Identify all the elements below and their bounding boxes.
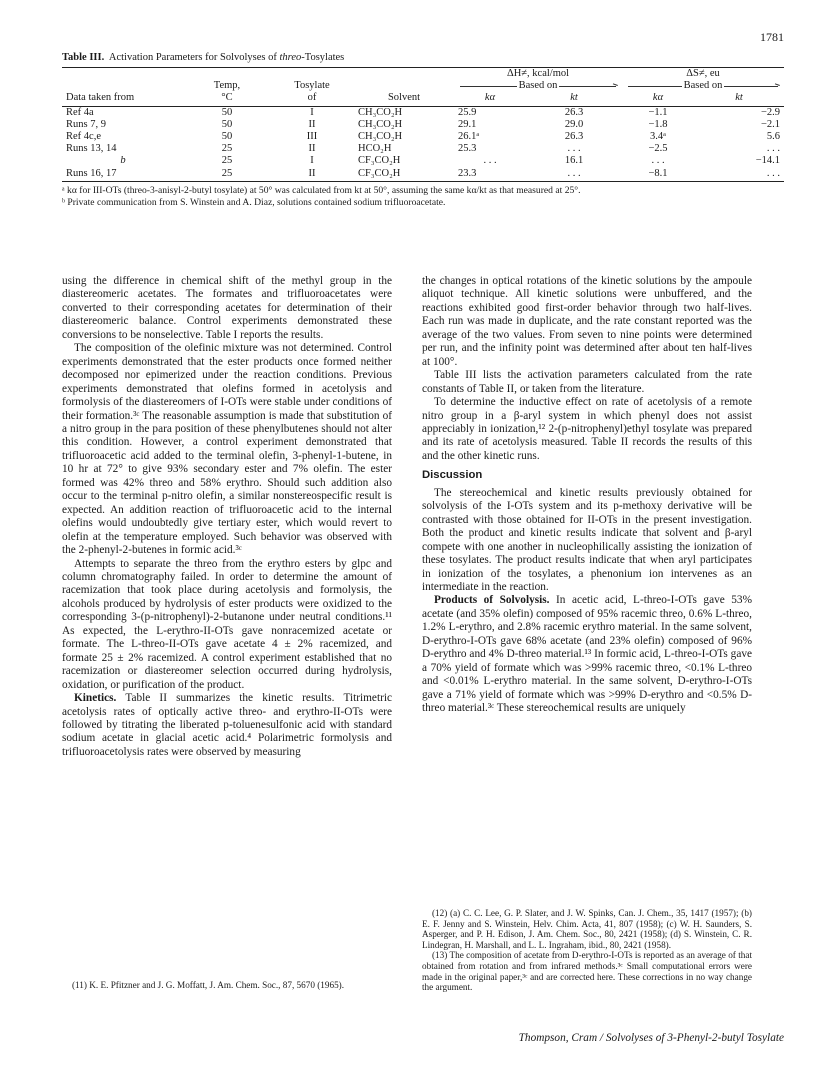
paragraph: Table III lists the activation parameters calculated from the rate constants of Table II, or taken from the literature.: [422, 369, 752, 395]
cell-ds-ka: −2.5: [648, 143, 668, 155]
cell-tosylate: II: [270, 168, 354, 182]
footnote-12: (12) (a) C. C. Lee, G. P. Slater, and J. W. Spinks, Can. J. Chem., 35, 1417 (1957); (b) E. F. Jenny and S. Winstein, Helv. Chim. Acta, 41, 807 (1958); (c) W. H. Saunders, S. Asperger, and P. H. Edison, J. Am. Chem. Soc., 80, 2421 (1958); (d) S. Winstein, C. R. Lindegran, H. Marshall, and L. L. Ingraham, ibid., 80, 2421 (1958).: [422, 908, 752, 950]
cell-solvent: CH₃CO₂H: [358, 118, 403, 130]
paragraph: The composition of the olefinic mixture was not determined. Control experiments demonstrated that the ester products once formed neither decomposed nor epimerized under the reaction conditions. Previous experiments demonstrated that olefins formed in acetolysis and formolysis of the diastereomers of I-OTs were stable under conditions of their formation.³ᶜ The reasonable assumption is made that substitution of a nitro group in the para position of these phenylbutenes should not alter this condition. However, a control experiment demonstrated that trifluoroacetic acid added to the terminal olefin, 3-phenyl-1-butene, in 10 hr at 72° to give 93% secondary ester and 7% olefin. The ester formed was 42% threo and 58% erythro. Should such addition also occur to the terminal p-nitro olefin, a similar nonstereospecific result is expected. An addition reaction of trifluoroacetic acid to the internal olefins would undoubtedly give tertiary ester, which would revert to olefin at the temperature employed. Such behavior was observed with the 2-phenyl-2-butenes in formic acid.³ᶜ: [62, 342, 392, 557]
table-row: [62, 168, 784, 182]
table-row: [62, 106, 784, 119]
cell-source: Runs 7, 9: [66, 118, 106, 130]
cell-dh-kt: 26.3: [564, 106, 584, 118]
cell-ds-kt: 5.6: [766, 131, 780, 143]
table-row: [62, 131, 784, 143]
table-title-italic: threo: [279, 52, 302, 63]
table-iii: [62, 52, 784, 209]
paragraph: using the difference in chemical shift of the methyl group in the diastereomeric acetates. The formates and trifluoroacetates were converted to their corresponding acetates for determination of their diastereomeric balance. Control experiments demonstrated these conversions to be nonselective. Table I reports the results.: [62, 275, 392, 341]
cell-dh-ka: 26.1ᵃ: [458, 131, 480, 143]
cell-dh-ka: 29.1: [458, 118, 477, 130]
header-delta-h: ΔH≠, kcal/mol: [506, 68, 570, 79]
cell-ds-ka: −1.1: [648, 106, 668, 118]
header-based-on-ds: Based on: [683, 80, 723, 92]
cell-source: Runs 16, 17: [62, 168, 184, 182]
running-footer: Thompson, Cram / Solvolyses of 3-Phenyl-2-butyl Tosylate: [518, 1032, 784, 1044]
table-footnote-b: ᵇ Private communication from S. Winstein and A. Diaz, solutions contained sodium trifluoroacetate.: [62, 196, 446, 208]
header-tosylate: Tosylate: [294, 80, 330, 92]
cell-temp: 50: [221, 106, 233, 118]
cell-dh-kt: 16.1: [564, 155, 584, 167]
table-row: [62, 143, 784, 155]
cell-dh-kt: 29.0: [564, 118, 584, 130]
table-title-prefix: Activation Parameters for Solvolyses of: [108, 52, 280, 63]
paragraph-products: [422, 594, 752, 715]
table-footnote-a: ᵃ kα for III-OTs (threo-3-anisyl-2-butyl tosylate) at 50° was calculated from kt at 50°, assuming the same kα/kt as that measured at 25°.: [62, 184, 581, 196]
cell-dh-ka: 25.9: [458, 106, 477, 118]
section-heading-discussion: Discussion: [422, 469, 483, 482]
cell-dh-ka: . . .: [483, 155, 497, 167]
cell-temp: 50: [221, 118, 233, 130]
cell-tosylate: I: [310, 106, 314, 118]
cell-dh-kt: 26.3: [564, 131, 584, 143]
footnotes-right: [422, 908, 752, 993]
paragraph-text: In acetic acid, L-threo-I-OTs gave 53% acetate (and 35% olefin) composed of 95% racemic threo, 0.6% L-threo, 1.2% L-erythro, and 2.8% racemic erythro material. In the same solvent, D-erythro-I-OTs gave 68% acetate (and 23% olefin) composed of 96% D-erythro and 4% D-threo material.¹³ In formic acid, L-threo-I-OTs gave a 70% yield of formate which was >99% racemic threo, <0.1% L-threo and <0.01% L-erythro material. In the same solvent, D-erythro-I-OTs gave a 71% yield of formate which was >99% D-erythro and <0.5% D-threo material.³ᶜ These stereochemical results are uniquely: [422, 594, 752, 715]
header-temp: Temp,: [213, 80, 241, 92]
left-column: [62, 275, 392, 759]
cell-dh-kt: . . .: [526, 168, 622, 182]
cell-temp: 50: [221, 131, 233, 143]
table-row: [62, 119, 784, 131]
table-label: Table III.: [62, 52, 105, 63]
footnotes-left: [62, 980, 392, 991]
paragraph: the changes in optical rotations of the kinetic solutions by the ampoule aliquot technique. All kinetic solutions were unbuffered, and the reactions exhibited good first-order behavior through two half-lives. Each run was made in duplicate, and the rate constant reported was the average of the two values. From seven to nine points were determined per run, and the infinity point was determined after about ten half-lives at 100°.: [422, 275, 752, 368]
cell-source: Runs 13, 14: [66, 143, 117, 155]
header-dh-k-alpha: kα: [484, 92, 496, 104]
paragraph: The stereochemical and kinetic results previously obtained for solvolysis of the I-OTs system and its p-methoxy derivative will be contrasted with those obtained for II-OTs in the present investigation. Both the product and kinetic results indicate that solvent and β-aryl compete with one another in nucleophilically assisting the ionization of these tosylates. The product results indicate that when aryl participates in ionization of the tosylates, a phenonium ion intervenes as an intermediate in the reaction.: [422, 486, 752, 593]
run-in-heading: Products of Solvolysis.: [434, 594, 550, 607]
cell-ds-kt: . . .: [766, 143, 780, 155]
cell-ds-ka: . . .: [651, 155, 665, 167]
header-ds-k-t: kt: [735, 92, 743, 104]
header-solvent: Solvent: [354, 92, 454, 106]
header-data-taken-from: Data taken from: [62, 92, 184, 106]
right-column: [422, 275, 752, 716]
cell-temp: 25: [221, 143, 233, 155]
cell-solvent: CH₃CO₂H: [358, 131, 403, 143]
paragraph: To determine the inductive effect on rate of acetolysis of a remote nitro group in a β-aryl system in which phenyl does not assist appreciably in ionization,¹² 2-(p-nitrophenyl)ethyl tosylate was prepared and its rate of acetolysis measured. Table II records the results of this and the other kinetic runs.: [422, 396, 752, 462]
cell-ds-kt: −2.9: [760, 106, 780, 118]
cell-ds-kt: −2.1: [760, 118, 780, 130]
cell-solvent: CH₃CO₂H: [358, 106, 403, 118]
cell-ds-ka: 3.4ᵃ: [650, 131, 666, 143]
cell-ds-kt: . . .: [694, 168, 784, 182]
cell-tosylate: I: [310, 155, 314, 167]
header-ds-k-alpha: kα: [652, 92, 664, 104]
paragraph: Attempts to separate the threo from the erythro esters by glpc and column chromatography failed. In order to determine the amount of racemization that took place during acetolysis and formolysis, the alcohols produced by hydrolysis of ester products were oxidized to the corresponding 3-(p-nitrophenyl)-2-butanone under neutral conditions.¹¹ As expected, the L-erythro-II-OTs gave nonracemized acetate or formate. The L-threo-II-OTs gave acetate 4 ± 2% racemized, and formate 25 ± 2% racemized. A control experiment established that no racemization or diastereomer selection occurred during hydrolysis, oxidation, or purification of the product.: [62, 557, 392, 691]
header-temp-unit: °C: [184, 92, 270, 106]
cell-solvent: CF₃CO₂H: [358, 155, 401, 167]
header-dh-k-t: kt: [570, 92, 578, 104]
table-row: [62, 155, 784, 167]
cell-temp: 25: [184, 168, 270, 182]
cell-ds-kt: −14.1: [755, 155, 780, 167]
header-based-on-dh: Based on: [518, 80, 558, 92]
paragraph-text: Table II summarizes the kinetic results. Titrimetric acetolysis rates of optically active threo- and erythro-II-OTs were followed by titrating the liberated p-toluenesulfonic acid with standard sodium acetate in glacial acetic acid.⁴ Polarimetric formolysis and trifluoroacetolysis rates were observed by measuring: [62, 692, 392, 758]
footnote-11: (11) K. E. Pfitzner and J. G. Moffatt, J. Am. Chem. Soc., 87, 5670 (1965).: [72, 980, 345, 990]
activation-parameters-table: [62, 67, 784, 182]
footnote-13: (13) The composition of acetate from D-erythro-I-OTs is reported as an average of that obtained from rotation and from infrared methods.³ᶜ Small computational errors were made in the original paper,³ᶜ and are corrected here. These corrections in no way change the argument.: [422, 950, 752, 993]
header-tosylate-of: of: [270, 92, 354, 106]
header-delta-s: ΔS≠, eu: [686, 68, 720, 79]
cell-ds-ka: −8.1: [622, 168, 694, 182]
paragraph-kinetics: [62, 692, 392, 759]
cell-ds-ka: −1.8: [648, 118, 668, 130]
cell-tosylate: III: [306, 131, 318, 143]
cell-solvent: CF₃CO₂H: [354, 168, 454, 182]
run-in-heading: Kinetics.: [74, 692, 117, 705]
cell-temp: 25: [221, 155, 233, 167]
cell-dh-ka: 25.3: [458, 143, 477, 155]
cell-tosylate: II: [308, 118, 316, 130]
table-title-suffix: -Tosylates: [301, 52, 345, 63]
page-number: 1781: [760, 30, 784, 44]
cell-solvent: HCO₂H: [358, 143, 392, 155]
cell-source: b: [120, 155, 126, 167]
cell-dh-kt: . . .: [567, 143, 581, 155]
table-caption: [62, 52, 784, 63]
cell-source: Ref 4a: [66, 106, 94, 118]
cell-tosylate: II: [308, 143, 316, 155]
cell-dh-ka: 23.3: [454, 168, 526, 182]
cell-source: Ref 4c,e: [66, 131, 101, 143]
